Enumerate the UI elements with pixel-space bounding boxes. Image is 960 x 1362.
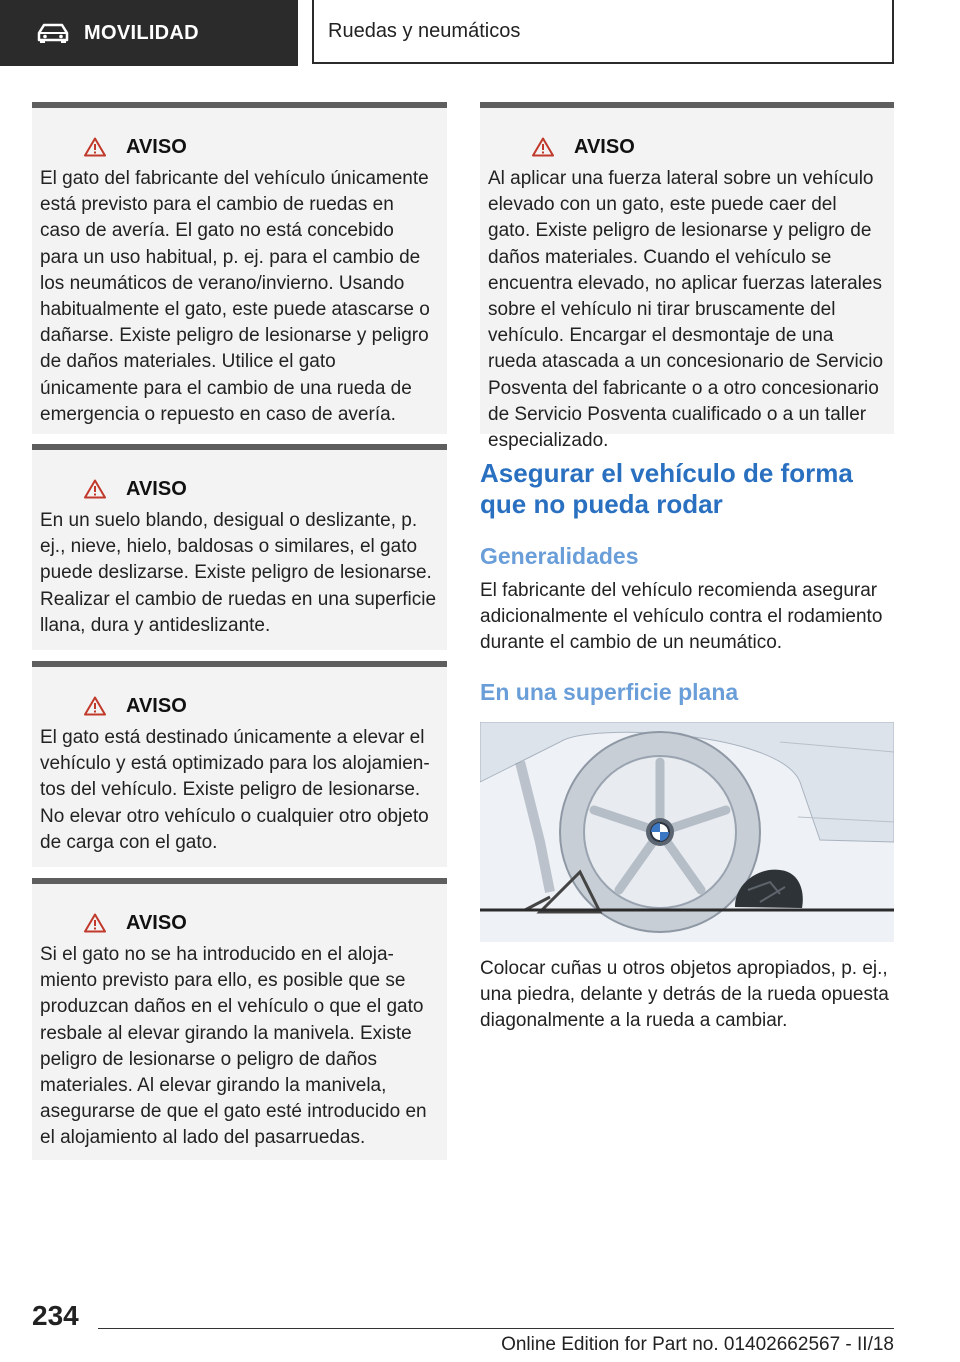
- figure-caption: Colocar cuñas u otros objetos apropiados, p. ej., una piedra, delante y detrás de la rueda opuesta diagonalmente a la rueda a cambiar.: [480, 958, 889, 1032]
- car-icon: [36, 22, 70, 44]
- warning-title: AVISO: [126, 135, 187, 158]
- warning-text: El gato del fabricante del vehículo únicamente está previsto para el cambio de ruedas en caso de avería. El gato no está concebido para un uso habitual, p. ej. para el cambio de los neumáticos de verano/invierno. Usando habitualmente el gato, este puede atascarse o dañarse. Existe peligro de lesionarse y peligro de daños materiales. Utilice el gato únicamente para el cambio de una rueda de emergencia o repuesto en caso de avería.: [40, 168, 430, 425]
- section-title: MOVILIDAD: [84, 21, 199, 44]
- warning-box-1: [32, 102, 447, 434]
- warning-text: Al aplicar una fuerza lateral sobre un vehículo elevado con un gato, este puede caer del gato. Existe peligro de lesionarse y peligro de daños materiales. Cuando el vehículo se encuentra elevado, no aplicar fuerzas laterales sobre el vehículo ni tirar bruscamente del vehículo. Encargar el desmontaje de una rueda atascada a un concesionario de Servicio Posventa del fabricante o a otro concesionario de Servicio Posventa cualificado o a un taller especializado.: [488, 168, 884, 452]
- subheading-generalidades: Generalidades: [480, 543, 639, 569]
- wheel-chock-illustration: [480, 722, 894, 942]
- warning-box-5: [480, 102, 894, 452]
- subheading-superficie-plana: En una superficie plana: [480, 679, 739, 705]
- warning-text: En un suelo blando, desigual o deslizante, p. ej., nieve, hielo, baldosas o similares, el gato puede deslizarse. Existe peligro de lesionarse. Realizar el cambio de ruedas en una superficie llana, dura y antideslizante.: [40, 510, 437, 636]
- warning-triangle-icon: [84, 479, 106, 499]
- section-tab: [0, 0, 298, 66]
- page-number: 234: [32, 1300, 79, 1331]
- warning-box-4: [32, 878, 447, 1160]
- warning-triangle-icon: [84, 137, 106, 157]
- warning-title: AVISO: [126, 694, 187, 717]
- paragraph-generalidades: El fabricante del vehículo recomienda asegurar adicionalmente el vehículo contra el rodamiento durante el cambio de un neumático.: [480, 580, 883, 654]
- warning-triangle-icon: [532, 137, 554, 157]
- warning-box-3: [32, 661, 447, 867]
- warning-title: AVISO: [126, 477, 187, 500]
- edition-note: Online Edition for Part no. 01402662567 - II/18: [501, 1334, 894, 1355]
- warning-text: El gato está destinado únicamente a elevar el vehículo y está optimizado para los alojamientos del vehículo. Existe peligro de lesionarse. No elevar otro vehículo o cualquier otro objeto de carga con el gato.: [40, 727, 430, 853]
- warning-title: AVISO: [126, 911, 187, 934]
- chapter-tab: [312, 0, 894, 64]
- chapter-title: Ruedas y neumáticos: [328, 19, 521, 42]
- warning-text: Si el gato no se ha introducido en el alojamiento previsto para ello, es posible que se produzcan daños en el vehículo o que el gato resbale al elevar girando la manivela. Existe peligro de lesionarse o peligro de daños materiales. Al elevar girando la manivela, asegurarse de que el gato esté introducido en el alojamiento al lado del pasarruedas.: [40, 944, 427, 1149]
- warning-box-2: [32, 444, 447, 650]
- warning-title: AVISO: [574, 135, 635, 158]
- warning-triangle-icon: [84, 696, 106, 716]
- footer-divider: [98, 1328, 894, 1329]
- section-heading: Asegurar el vehículo de forma que no pueda rodar: [480, 458, 853, 519]
- warning-triangle-icon: [84, 913, 106, 933]
